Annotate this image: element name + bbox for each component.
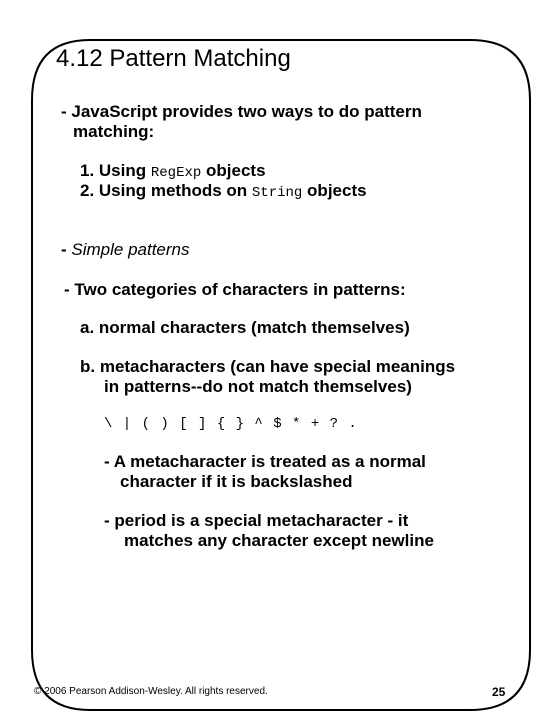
way-2 <box>80 181 367 203</box>
way-1-code: RegExp <box>150 165 202 181</box>
way-2-prefix: 2. Using methods on <box>80 181 252 200</box>
way-2-suffix: objects <box>302 181 367 200</box>
slide-title: 4.12 Pattern Matching <box>56 45 291 72</box>
way-1 <box>80 161 266 183</box>
way-2-code: String <box>251 185 303 201</box>
backslash-note-line-2: character if it is backslashed <box>120 472 353 491</box>
intro-line-2: matching: <box>73 122 155 141</box>
metacharacter-list: \ | ( ) [ ] { } ^ $ * + ? . <box>104 416 358 432</box>
normal-characters: a. normal characters (match themselves) <box>80 318 410 337</box>
page-number: 25 <box>492 685 506 699</box>
metacharacters-line-2: in patterns--do not match themselves) <box>104 377 412 396</box>
simple-patterns-dash: - <box>61 240 72 259</box>
copyright-footer: © 2006 Pearson Addison-Wesley. All rights reserved. <box>34 686 268 697</box>
categories-heading: - Two categories of characters in patterns: <box>64 280 406 299</box>
metacharacters-line-1: b. metacharacters (can have special meanings <box>80 357 456 376</box>
intro-line-1: - JavaScript provides two ways to do pattern <box>61 102 422 121</box>
simple-patterns-text: Simple patterns <box>71 240 190 259</box>
simple-patterns <box>61 240 190 260</box>
backslash-note-line-1: - A metacharacter is treated as a normal <box>104 452 426 471</box>
period-note-line-1: - period is a special metacharacter - it <box>104 511 409 530</box>
way-1-suffix: objects <box>201 161 266 180</box>
way-1-prefix: 1. Using <box>80 161 151 180</box>
period-note-line-2: matches any character except newline <box>124 531 434 550</box>
